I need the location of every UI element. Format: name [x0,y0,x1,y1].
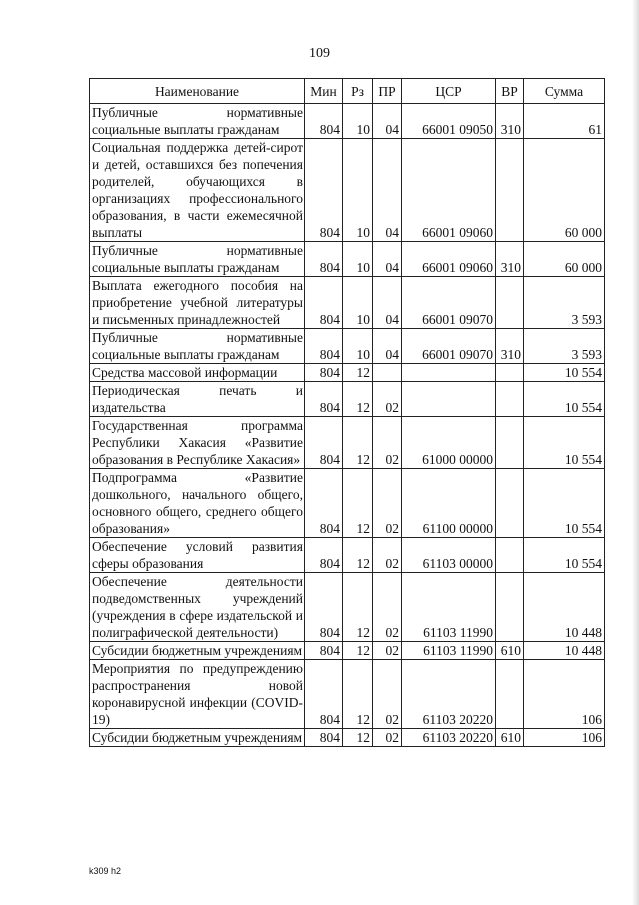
cell-pr: 02 [373,573,402,642]
cell-min: 804 [305,469,343,538]
cell-vr [496,573,524,642]
cell-rz: 12 [343,642,373,660]
cell-sum: 3 593 [524,329,605,364]
cell-vr [496,538,524,573]
cell-min: 804 [305,364,343,382]
table-header-row [90,79,605,104]
table-row [90,660,605,729]
cell-sum: 106 [524,729,605,747]
cell-sum: 106 [524,660,605,729]
cell-sum: 60 000 [524,139,605,242]
cell-pr: 02 [373,660,402,729]
table-row [90,277,605,329]
footer-code: k309 h2 [89,866,122,876]
cell-min: 804 [305,329,343,364]
cell-csr: 66001 09070 [402,277,496,329]
cell-sum: 60 000 [524,242,605,277]
cell-name: Обеспечение условий развития сферы образования [90,538,305,573]
table-row [90,364,605,382]
cell-name: Государственная программа Республики Хакасия «Развитие образования в Республике Хакасия» [90,417,305,469]
header-name: Наименование [90,79,305,104]
header-vr: ВР [496,79,524,104]
cell-pr: 04 [373,242,402,277]
table-row [90,642,605,660]
cell-sum: 10 554 [524,538,605,573]
cell-rz: 12 [343,660,373,729]
cell-csr: 61103 20220 [402,660,496,729]
cell-pr: 02 [373,469,402,538]
cell-vr: 610 [496,729,524,747]
cell-vr [496,277,524,329]
cell-name: Мероприятия по предупреждению распространения новой коронавирусной инфекции (COVID-19) [90,660,305,729]
cell-vr [496,417,524,469]
cell-sum: 3 593 [524,277,605,329]
table-row [90,469,605,538]
cell-sum: 10 554 [524,364,605,382]
cell-pr: 02 [373,382,402,417]
cell-name: Обеспечение деятельности подведомственных учреждений (учреждения в сфере издательской и полиграфической деятельности) [90,573,305,642]
cell-vr [496,469,524,538]
page-number: 109 [309,46,330,61]
cell-pr: 04 [373,139,402,242]
cell-min: 804 [305,242,343,277]
cell-rz: 10 [343,139,373,242]
cell-rz: 10 [343,277,373,329]
cell-pr: 02 [373,729,402,747]
cell-csr: 61103 11990 [402,573,496,642]
cell-min: 804 [305,417,343,469]
cell-rz: 12 [343,364,373,382]
cell-vr: 310 [496,104,524,139]
cell-min: 804 [305,729,343,747]
cell-min: 804 [305,573,343,642]
cell-name: Выплата ежегодного пособия на приобретение учебной литературы и письменных принадлежностей [90,277,305,329]
cell-name: Средства массовой информации [90,364,305,382]
cell-csr: 66001 09050 [402,104,496,139]
header-sum: Сумма [524,79,605,104]
header-pr: ПР [373,79,402,104]
cell-sum: 10 448 [524,573,605,642]
scan-edge-shadow [632,0,639,905]
cell-vr: 610 [496,642,524,660]
cell-min: 804 [305,642,343,660]
cell-pr: 02 [373,538,402,573]
cell-name: Публичные нормативные социальные выплаты гражданам [90,242,305,277]
cell-sum: 10 554 [524,469,605,538]
table-row [90,104,605,139]
cell-rz: 12 [343,729,373,747]
cell-csr: 61100 00000 [402,469,496,538]
cell-name: Периодическая печать и издательства [90,382,305,417]
cell-min: 804 [305,660,343,729]
cell-sum: 10 448 [524,642,605,660]
cell-rz: 12 [343,469,373,538]
budget-table [89,78,605,747]
cell-sum: 10 554 [524,382,605,417]
table-row [90,382,605,417]
cell-vr: 310 [496,242,524,277]
table-row [90,417,605,469]
cell-min: 804 [305,277,343,329]
cell-rz: 12 [343,573,373,642]
table-row [90,538,605,573]
cell-rz: 10 [343,242,373,277]
cell-csr: 66001 09070 [402,329,496,364]
table-row [90,242,605,277]
header-min: Мин [305,79,343,104]
cell-csr: 61103 20220 [402,729,496,747]
cell-csr [402,382,496,417]
header-rz: Рз [343,79,373,104]
cell-name: Публичные нормативные социальные выплаты гражданам [90,329,305,364]
cell-name: Социальная поддержка детей-сирот и детей, оставшихся без попечения родителей, обучающихся в организациях профессионального образования, в части ежемесячной выплаты [90,139,305,242]
cell-pr: 04 [373,104,402,139]
cell-sum: 61 [524,104,605,139]
cell-rz: 12 [343,417,373,469]
cell-name: Субсидии бюджетным учреждениям [90,642,305,660]
table-row [90,729,605,747]
cell-pr: 04 [373,277,402,329]
cell-min: 804 [305,382,343,417]
cell-rz: 12 [343,538,373,573]
cell-csr: 61103 11990 [402,642,496,660]
cell-vr: 310 [496,329,524,364]
cell-rz: 12 [343,382,373,417]
cell-name: Публичные нормативные социальные выплаты гражданам [90,104,305,139]
cell-csr [402,364,496,382]
cell-csr: 66001 09060 [402,242,496,277]
cell-min: 804 [305,139,343,242]
cell-csr: 61000 00000 [402,417,496,469]
cell-csr: 66001 09060 [402,139,496,242]
cell-rz: 10 [343,104,373,139]
cell-vr [496,660,524,729]
cell-name: Подпрограмма «Развитие дошкольного, начального общего, основного общего, среднего общего образования» [90,469,305,538]
cell-min: 804 [305,538,343,573]
header-csr: ЦСР [402,79,496,104]
table-row [90,329,605,364]
cell-rz: 10 [343,329,373,364]
cell-pr: 02 [373,417,402,469]
cell-min: 804 [305,104,343,139]
cell-name: Субсидии бюджетным учреждениям [90,729,305,747]
cell-csr: 61103 00000 [402,538,496,573]
table-row [90,139,605,242]
cell-pr [373,364,402,382]
cell-pr: 02 [373,642,402,660]
cell-vr [496,139,524,242]
cell-vr [496,382,524,417]
cell-pr: 04 [373,329,402,364]
cell-sum: 10 554 [524,417,605,469]
cell-vr [496,364,524,382]
table-row [90,573,605,642]
